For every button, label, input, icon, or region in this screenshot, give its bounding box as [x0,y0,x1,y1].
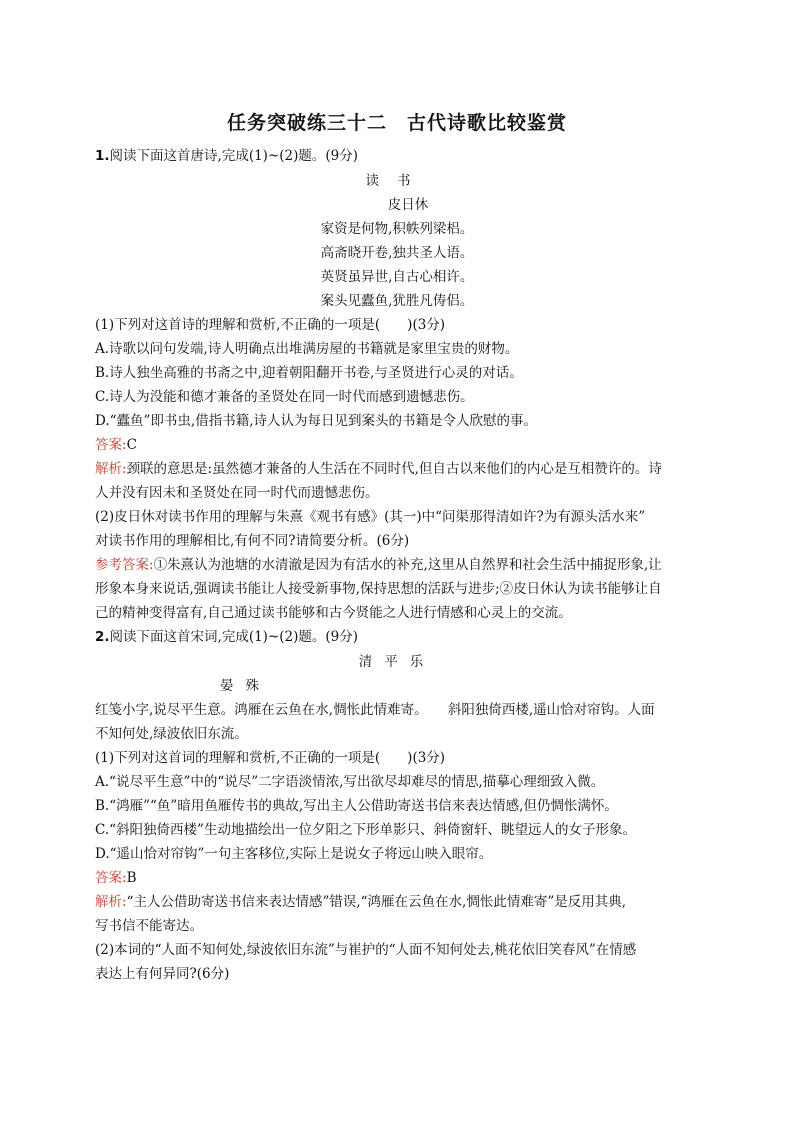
q1-option-a: A.诗歌以问句发端,诗人明确点出堆满房屋的书籍就是家里宝贵的财物。 [95,341,519,357]
q1-option-d: D.“蠹鱼”即书虫,借指书籍,诗人认为每日见到案头的书籍是令人欣慰的事。 [95,413,538,429]
q2-intro-text: 阅读下面这首宋词,完成(1)~(2)题。(9分) [109,629,359,645]
q1-reference-cont: 己的精神变得富有,自己通过读书能够和古今贤能之人进行情感和心灵上的交流。 [95,605,572,621]
q2-sub2-question: (2)本词的“人面不知何处,绿波依旧东流”与崔护的“人面不知何处去,桃花依旧笑春风”在情感 [95,942,637,958]
answer-label: 答案: [95,870,127,886]
reference-text: ①朱熹认为池塘的水清澈是因为有活水的补充,这里从自然界和社会生活中捕捉形象,让 [153,557,662,573]
q1-number: 1. [95,148,110,164]
q1-reference-cont: 形象本身来说话,强调读书能让人接受新事物,保持思想的活跃与进步;②皮日休认为读书能够让自 [95,581,662,597]
q1-intro [95,146,701,166]
analysis-text: 颈联的意思是:虽然德才兼备的人生活在不同时代,但自古以来他们的内心是互相赞许的。诗 [126,461,662,477]
q1-poem-line: 家资是何物,积帙列梁梠。 [320,221,474,237]
reference-label: 参考答案: [95,557,154,573]
q2-intro [95,627,701,647]
q2-sub2-question-cont: 表达上有何异同?(6分) [95,966,230,982]
page-title: 任务突破练三十二 古代诗歌比较鉴赏 [226,112,567,134]
q2-poem-author: 晏殊 [220,678,271,694]
q1-poem-author: 皮日休 [387,197,429,213]
q2-option-d: D.“遥山恰对帘钩”一句主客移位,实际上是说女子将远山映入眼帘。 [95,846,493,862]
q2-poem-title: 清平乐 [358,654,436,670]
q2-poem-text: 红笺小字,说尽平生意。鸿雁在云鱼在水,惆怅此情难寄。 斜阳独倚西楼,遥山恰对帘钩。人面 [95,702,655,718]
q2-analysis [95,892,701,912]
q1-option-b: B.诗人独坐高雅的书斋之中,迎着朝阳翻开书卷,与圣贤进行心灵的对话。 [95,365,523,381]
analysis-label: 解析: [95,894,127,910]
q1-intro-text: 阅读下面这首唐诗,完成(1)~(2)题。(9分) [109,148,359,164]
q2-option-b: B.“鸿雁”“鱼”暗用鱼雁传书的典故,写出主人公借助寄送书信来表达情感,但仍惆怅满怀。 [95,798,618,814]
q2-option-c: C.“斜阳独倚西楼”生动地描绘出一位夕阳之下形单影只、斜倚窗轩、眺望远人的女子形象。 [95,822,636,838]
analysis-label: 解析: [95,461,127,477]
q2-answer [95,868,701,888]
q1-option-c: C.诗人为没能和德才兼备的圣贤处在同一时代而感到遗憾悲伤。 [95,389,474,405]
q1-poem-line: 案头见蠹鱼,犹胜凡俦侣。 [320,293,474,309]
q1-reference-answer [95,555,701,575]
q2-number: 2. [95,629,110,645]
q1-sub2-question: (2)皮日休对读书作用的理解与朱熹《观书有感》(其一)中“问渠那得清如许?为有源头活水来” [95,509,646,525]
q1-analysis-cont: 人并没有因未和圣贤处在同一时代而遗憾悲伤。 [95,485,379,501]
q2-analysis-cont: 写书信不能寄达。 [95,918,203,934]
answer-value: B [126,870,137,886]
q2-option-a: A.“说尽平生意”中的“说尽”二字语淡情浓,写出欲尽却难尽的情思,描摹心理细致入微。 [95,774,605,790]
q1-poem-title: 读书 [365,173,429,189]
q1-answer [95,435,701,455]
q1-sub2-question-cont: 对读书作用的理解相比,有何不同?请简要分析。(6分) [95,533,410,549]
q1-sub1-question: (1)下列对这首诗的理解和赏析,不正确的一项是( )(3分) [95,317,446,333]
answer-value: C [126,437,137,453]
q1-poem-line: 高斋晓开卷,独共圣人语。 [320,245,474,261]
q1-analysis [95,459,701,479]
answer-label: 答案: [95,437,127,453]
analysis-text: “主人公借助寄送书信来表达情感”错误,“鸿雁在云鱼在水,惆怅此情难寄”是反用其典, [126,894,627,910]
q2-sub1-question: (1)下列对这首词的理解和赏析,不正确的一项是( )(3分) [95,750,446,766]
q2-poem-text-cont: 不知何处,绿波依旧东流。 [95,726,248,742]
q1-poem-line: 英贤虽异世,自古心相许。 [320,269,474,285]
